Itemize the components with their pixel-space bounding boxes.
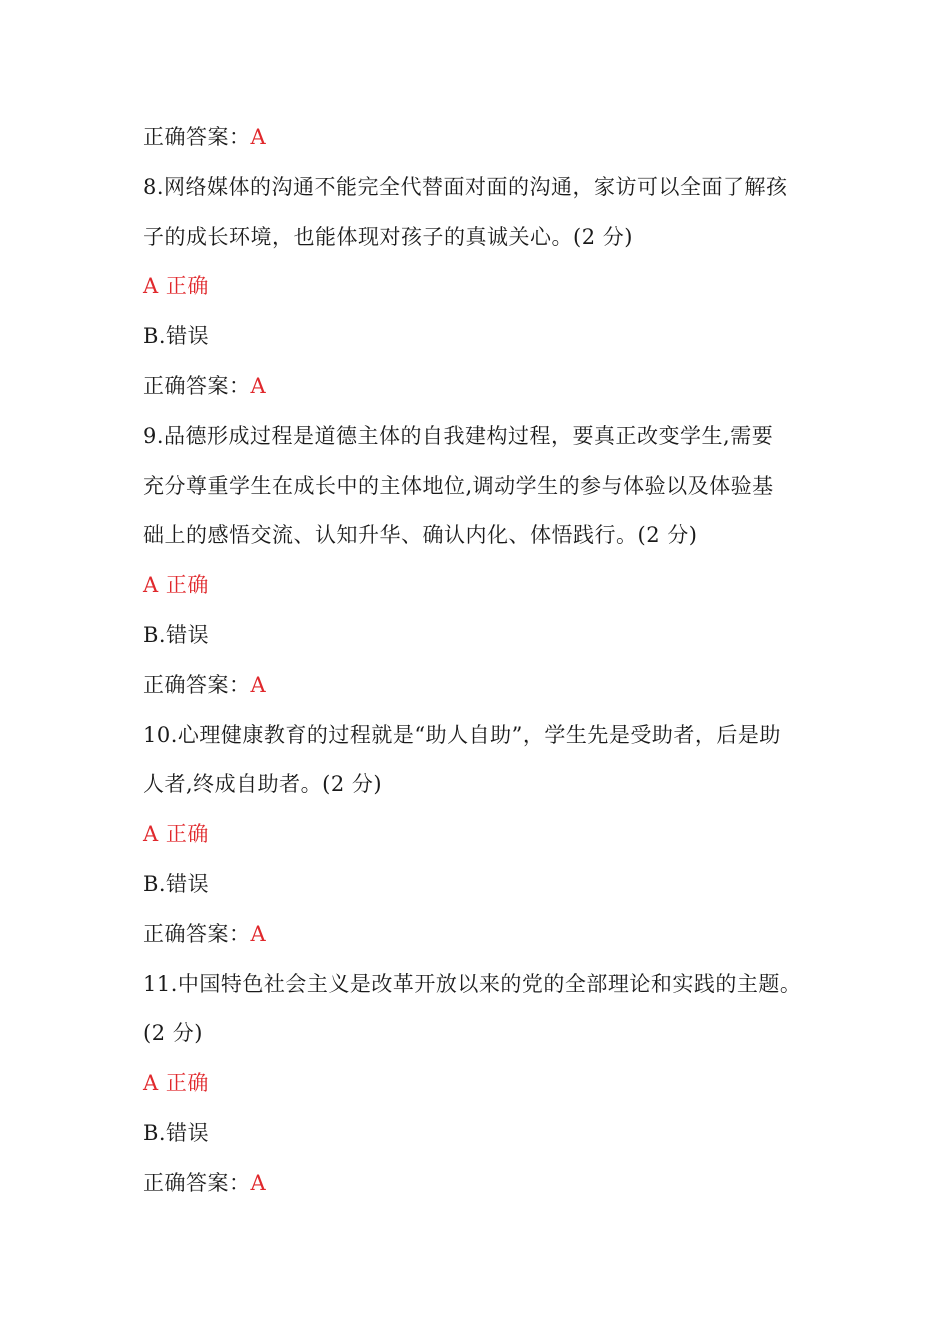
option-b: B.错误 <box>143 871 210 896</box>
option-a: A 正确 <box>143 274 209 299</box>
question-line: 9.品德形成过程是道德主体的自我建构过程，要真正改变学生,需要 <box>143 423 774 448</box>
question-text <box>143 412 833 561</box>
answer-value: A <box>250 125 267 149</box>
answer-value: A <box>250 373 267 398</box>
question-text <box>143 711 833 811</box>
question-text <box>143 163 833 263</box>
question-line: 10.心理健康教育的过程就是“助人自助”，学生先是受助者，后是助 <box>143 722 781 747</box>
answer-line <box>143 362 833 412</box>
question-line: 子的成长环境，也能体现对孩子的真诚关心。(2 分) <box>143 224 633 249</box>
answer-label: 正确答案： <box>143 672 251 697</box>
option-a: A 正确 <box>143 573 209 598</box>
option-b: B.错误 <box>143 1120 210 1145</box>
answer-line <box>143 661 833 711</box>
answer-value: A <box>250 672 267 697</box>
answer-label: 正确答案： <box>143 125 251 149</box>
question-line: 人者,终成自助者。(2 分) <box>143 772 383 797</box>
answer-label: 正确答案： <box>143 921 251 946</box>
document-page <box>143 113 833 1209</box>
question-line: 11.中国特色社会主义是改革开放以来的党的全部理论和实践的主题。 <box>143 971 802 996</box>
question-line: (2 分) <box>143 1021 203 1046</box>
answer-line <box>143 910 833 960</box>
option-b: B.错误 <box>143 324 210 349</box>
option-a: A 正确 <box>143 1071 209 1096</box>
answer-value: A <box>250 921 267 946</box>
question-line: 8.网络媒体的沟通不能完全代替面对面的沟通，家访可以全面了解孩 <box>143 174 788 199</box>
question-text <box>143 960 833 1060</box>
question-line: 础上的感悟交流、认知升华、确认内化、体悟践行。(2 分) <box>143 523 698 548</box>
option-b: B.错误 <box>143 622 210 647</box>
answer-line <box>143 113 833 163</box>
answer-label: 正确答案： <box>143 373 251 398</box>
question-line: 充分尊重学生在成长中的主体地位,调动学生的参与体验以及体验基 <box>143 473 774 498</box>
answer-line <box>143 1159 833 1209</box>
answer-label: 正确答案： <box>143 1170 251 1195</box>
option-a: A 正确 <box>143 822 209 847</box>
answer-value: A <box>250 1170 267 1195</box>
